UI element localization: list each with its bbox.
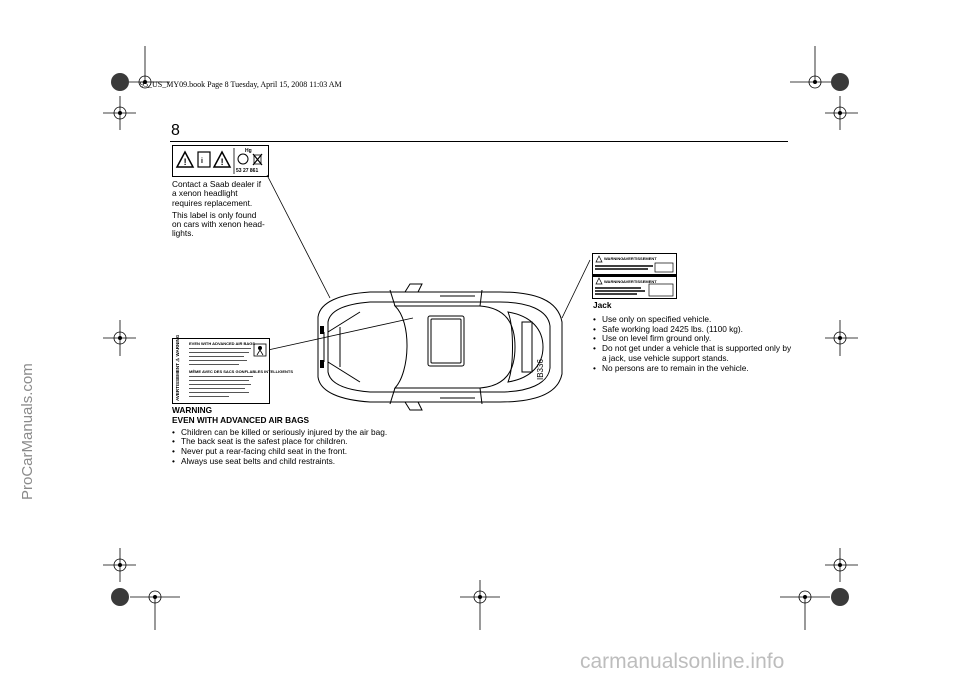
jack-instructions <box>593 301 793 374</box>
list-item: • Do not get under a vehicle that is supported only by a jack, use vehicle support stands. <box>593 344 793 364</box>
jack-label-word: WARNING <box>604 256 624 261</box>
page-number: 8 <box>171 122 180 139</box>
jack-label-word: AVERTISSEMENT <box>623 279 657 284</box>
jack-list <box>593 315 793 374</box>
figure-code: IB336 <box>536 359 545 380</box>
side-watermark: ProCarManuals.com <box>19 363 36 500</box>
label-part-number: 53 27 861 <box>236 168 259 174</box>
svg-text:!: ! <box>220 157 224 167</box>
airbag-label-header-en: EVEN WITH ADVANCED AIR BAGS <box>189 341 256 346</box>
jack-title: Jack <box>593 300 612 310</box>
footer-watermark: carmanualsonline.info <box>580 650 785 673</box>
jack-label-word: WARNING <box>604 279 624 284</box>
warning-title: WARNING <box>172 405 213 415</box>
xenon-paragraph: This label is only found on cars with xenon head-lights. <box>172 209 265 239</box>
list-item: • The back seat is the safest place for children. <box>172 437 432 447</box>
list-item: • Use only on specified vehicle. <box>593 315 793 325</box>
airbag-label-vertical-text: AVERTISSEMENT ⚠ WARNING <box>175 334 180 401</box>
list-item: • Never put a rear-facing child seat in the front. <box>172 447 432 457</box>
car-top-view-illustration <box>300 282 580 412</box>
xenon-paragraph: Contact a Saab dealer if a xenon headlight requires replacement. <box>172 179 262 208</box>
list-item: • No persons are to remain in the vehicle. <box>593 364 793 374</box>
child-seat-icon <box>253 343 267 357</box>
list-item: • Use on level firm ground only. <box>593 334 793 344</box>
airbag-warning-text <box>172 406 432 467</box>
warning-list <box>172 428 432 467</box>
airbag-warning-label <box>172 334 294 404</box>
jack-label-word: AVERTISSEMENT <box>623 256 657 261</box>
mercury-symbol: Hg <box>245 148 252 154</box>
svg-text:!: ! <box>183 157 187 167</box>
list-item: • Safe working load 2425 lbs. (1100 kg). <box>593 325 793 335</box>
list-item: • Always use seat belts and child restraints. <box>172 457 432 467</box>
warning-subtitle: EVEN WITH ADVANCED AIR BAGS <box>172 414 310 425</box>
svg-text:i: i <box>201 158 203 165</box>
jack-warning-label <box>592 253 677 299</box>
airbag-label-header-fr: MÊME AVEC DES SACS GONFLABLES INTELLIGENTS <box>189 369 294 374</box>
crop-header: 95_US_MY09.book Page 8 Tuesday, April 15, 2008 11:03 AM <box>140 80 342 89</box>
list-item: • Children can be killed or seriously injured by the air bag. <box>172 428 432 438</box>
